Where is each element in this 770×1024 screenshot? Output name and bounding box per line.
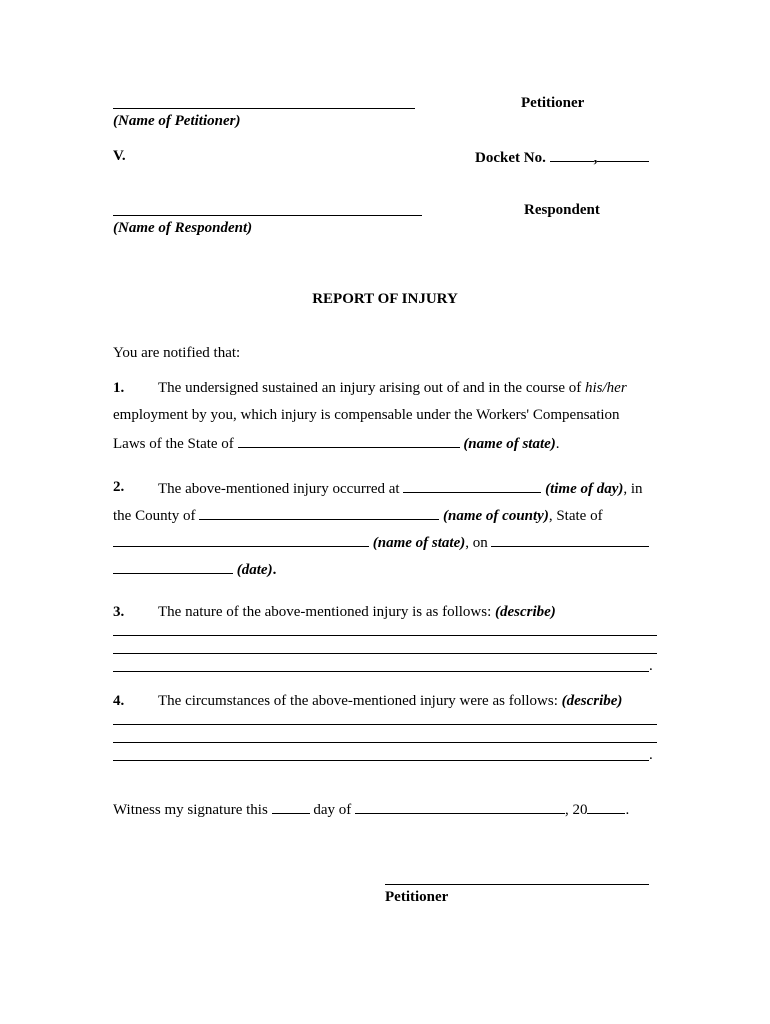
witness-text2: day of xyxy=(309,802,355,818)
signature-label: Petitioner xyxy=(385,889,449,905)
respondent-name-hint: (Name of Respondent) xyxy=(113,220,253,236)
item1-pronoun: his/her xyxy=(584,380,627,396)
witness-line xyxy=(113,799,629,819)
item4-hint: (describe) xyxy=(561,693,623,709)
item3-answer-line-2[interactable] xyxy=(113,653,657,654)
item1-state-hint: (name of state) xyxy=(463,436,556,452)
respondent-role-label: Respondent xyxy=(524,202,600,218)
intro-text: You are notified that: xyxy=(113,345,241,361)
petitioner-name-line[interactable] xyxy=(113,108,415,109)
item4-answer-line-2[interactable] xyxy=(113,742,657,743)
item3-answer-line-1[interactable] xyxy=(113,635,657,636)
item1-period: . xyxy=(555,436,560,452)
item1-line2: employment by you, which injury is compensable under the Workers' Compensation xyxy=(113,407,620,423)
item1-state-blank[interactable] xyxy=(238,433,460,448)
witness-text3: , 20 xyxy=(564,802,588,818)
item3-period: . xyxy=(649,658,653,674)
item3-number: 3. xyxy=(113,604,125,620)
item4-line1 xyxy=(158,692,622,710)
docket-blank-1[interactable] xyxy=(550,147,594,162)
item4-period: . xyxy=(649,747,653,763)
item2-date-blank-1[interactable] xyxy=(491,532,649,547)
item4-number: 4. xyxy=(113,693,125,709)
docket-blank-2[interactable] xyxy=(597,147,649,162)
item2-date-hint: (date) xyxy=(236,562,273,578)
item2-state-hint: (name of state) xyxy=(372,535,466,551)
item2-text2-end: , State of xyxy=(548,508,603,524)
item2-date-blank-2[interactable] xyxy=(113,559,233,574)
item1-line3 xyxy=(113,433,560,453)
petitioner-role-label: Petitioner xyxy=(521,95,585,111)
item4-answer-line-1[interactable] xyxy=(113,724,657,725)
item2-state-blank[interactable] xyxy=(113,532,369,547)
item2-time-hint: (time of day) xyxy=(545,481,624,497)
docket-label: Docket No. xyxy=(475,150,546,166)
witness-period: . xyxy=(625,802,630,818)
item2-county-blank[interactable] xyxy=(199,505,439,520)
item1-text3: Laws of the State of xyxy=(113,436,238,452)
docket-separator: , xyxy=(593,150,598,166)
witness-day-blank[interactable] xyxy=(272,799,310,814)
item2-number: 2. xyxy=(113,479,125,495)
item3-text: The nature of the above-mentioned injury is as follows: xyxy=(158,604,495,620)
item3-line1 xyxy=(158,603,556,621)
item1-text1: The undersigned sustained an injury arising out of and in the course of xyxy=(158,380,585,396)
petitioner-name-hint: (Name of Petitioner) xyxy=(113,113,241,129)
docket-number xyxy=(475,147,649,167)
respondent-name-line[interactable] xyxy=(113,215,422,216)
witness-month-blank[interactable] xyxy=(355,799,565,814)
witness-text1: Witness my signature this xyxy=(113,802,272,818)
witness-year-blank[interactable] xyxy=(587,799,625,814)
item2-line1 xyxy=(158,478,643,498)
item2-county-hint: (name of county) xyxy=(443,508,549,524)
item4-text: The circumstances of the above-mentioned injury were as follows: xyxy=(158,693,562,709)
item2-line2 xyxy=(113,505,603,525)
item2-period: . xyxy=(272,562,277,578)
item2-time-blank[interactable] xyxy=(403,478,541,493)
versus-label: V. xyxy=(113,148,126,164)
item2-text3-mid: , on xyxy=(465,535,492,551)
item4-answer-line-3[interactable] xyxy=(113,760,649,761)
item1-number: 1. xyxy=(113,380,125,396)
item2-line3 xyxy=(113,532,649,552)
item3-answer-line-3[interactable] xyxy=(113,671,649,672)
item1-line1 xyxy=(158,379,627,397)
item2-text1: The above-mentioned injury occurred at xyxy=(158,481,404,497)
item3-hint: (describe) xyxy=(495,604,556,620)
signature-line[interactable] xyxy=(385,884,649,885)
item2-text1-end: , in xyxy=(623,481,643,497)
item2-text2: the County of xyxy=(113,508,200,524)
document-title: REPORT OF INJURY xyxy=(312,291,458,307)
item2-line4 xyxy=(113,559,276,579)
